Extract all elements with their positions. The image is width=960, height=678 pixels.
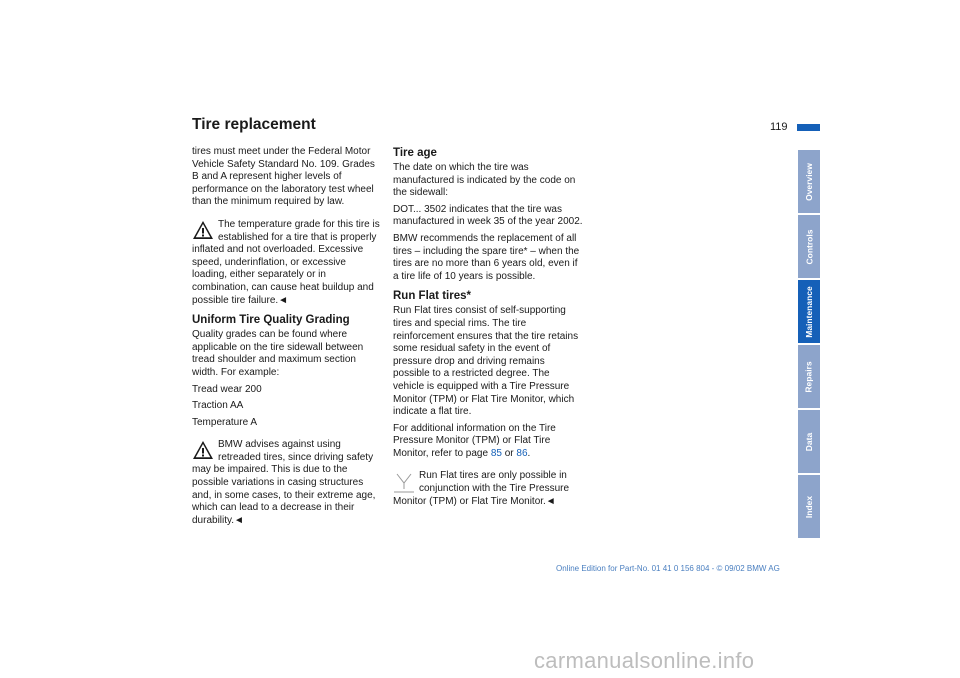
- sidebar-tab-maintenance[interactable]: [798, 280, 820, 343]
- page-title: Tire replacement: [192, 116, 316, 133]
- sidebar-tab-label: Index: [804, 495, 815, 518]
- sidebar-tab-repairs[interactable]: [798, 345, 820, 408]
- hint-note-run-flat: [393, 470, 583, 508]
- heading-tire-age: Tire age: [393, 147, 437, 159]
- sidebar-tab-data[interactable]: [798, 410, 820, 473]
- tire-age-paragraph-1: The date on which the tire was manufactured is indicated by the code on the sidewall:: [393, 162, 576, 199]
- sidebar-tab-label: Maintenance: [804, 285, 814, 338]
- warning-triangle-icon: [192, 220, 214, 240]
- warning-note-temperature: [192, 219, 382, 307]
- heading-utqg: Uniform Tire Quality Grading: [192, 314, 350, 327]
- sidebar-tab-controls[interactable]: [798, 215, 820, 278]
- chapter-sidebar: [798, 150, 820, 540]
- sidebar-tab-label: Controls: [804, 229, 815, 264]
- run-flat-paragraph-2: [393, 423, 583, 461]
- sidebar-tab-label: Data: [804, 432, 814, 451]
- utqg-paragraph: Quality grades can be found where applicable on the tire sidewall between tread shoulder and maximum section width. For example:: [192, 329, 364, 378]
- hint-text-run-flat: Run Flat tires are only possible in conjunction with the Tire Pressure Monitor (TPM) or Flat Tire Monitor.◄: [393, 470, 570, 507]
- sidebar-tab-overview[interactable]: [798, 150, 820, 213]
- intro-paragraph: tires must meet under the Federal Motor Vehicle Safety Standard No. 109. Grades B and A represent higher levels of performance on the laboratory test wheel than the minimum required by law.: [192, 146, 375, 208]
- left-column: [192, 146, 382, 531]
- sidebar-tab-label: Overview: [804, 162, 814, 201]
- warning-text-temperature: The temperature grade for this tire is established for a tire that is properly inflated and not overloaded. Excessive speed, underinflation, or excessive loading, either separately or in combination, can cause heat buildup and possible tire failure.◄: [192, 218, 380, 306]
- footer-edition-text: Online Edition for Part-No. 01 41 0 156 804 - © 09/02 BMW AG: [556, 564, 780, 573]
- right-column: [393, 146, 583, 512]
- page-marker: [797, 124, 820, 131]
- traction-example: Traction AA: [192, 400, 244, 412]
- tire-age-paragraph-3: BMW recommends the replacement of all tires – including the spare tire* – when the tires are no more than 6 years old, even if a tire life of 10 years is possible.: [393, 232, 580, 282]
- tread-wear-example: Tread wear 200: [192, 383, 262, 395]
- run-flat-ref-text: For additional information on the Tire Pressure Monitor (TPM) or Flat Tire Monitor, refer to page: [393, 422, 556, 459]
- sidebar-tab-index[interactable]: [798, 475, 820, 538]
- warning-note-retread: [192, 439, 382, 527]
- page-number: 119: [770, 121, 788, 133]
- run-flat-ref-or: or: [501, 447, 517, 459]
- tire-age-paragraph-2: DOT... 3502 indicates that the tire was manufactured in week 35 of the year 2002.: [393, 203, 583, 228]
- run-flat-paragraph-1: Run Flat tires consist of self-supporting tires and special rims. The tire reinforcement ensures that the tire retains some residual safety in the event of pressure drop and driving remains possible to a restricted degree. The vehicle is equipped with a Tire Pressure Monitor (TPM) or Flat Tire Monitor, which indicate a flat tire.: [393, 305, 579, 418]
- page-link-86[interactable]: 86: [516, 447, 528, 459]
- watermark: carmanualsonline.info: [534, 648, 755, 673]
- sidebar-tab-label: Repairs: [804, 360, 814, 393]
- warning-triangle-icon: [192, 440, 214, 460]
- warning-text-retread: BMW advises against using retreaded tires, since driving safety may be impaired. This is due to the possible variations in casing structures and, in some cases, to their extreme age, which can lead to a decrease in their durability.◄: [192, 439, 376, 526]
- temperature-example: Temperature A: [192, 416, 258, 428]
- run-flat-ref-end: .: [527, 447, 531, 459]
- hint-arrow-icon: [393, 471, 415, 493]
- page-link-85[interactable]: 85: [490, 447, 502, 459]
- heading-run-flat: Run Flat tires*: [393, 290, 471, 303]
